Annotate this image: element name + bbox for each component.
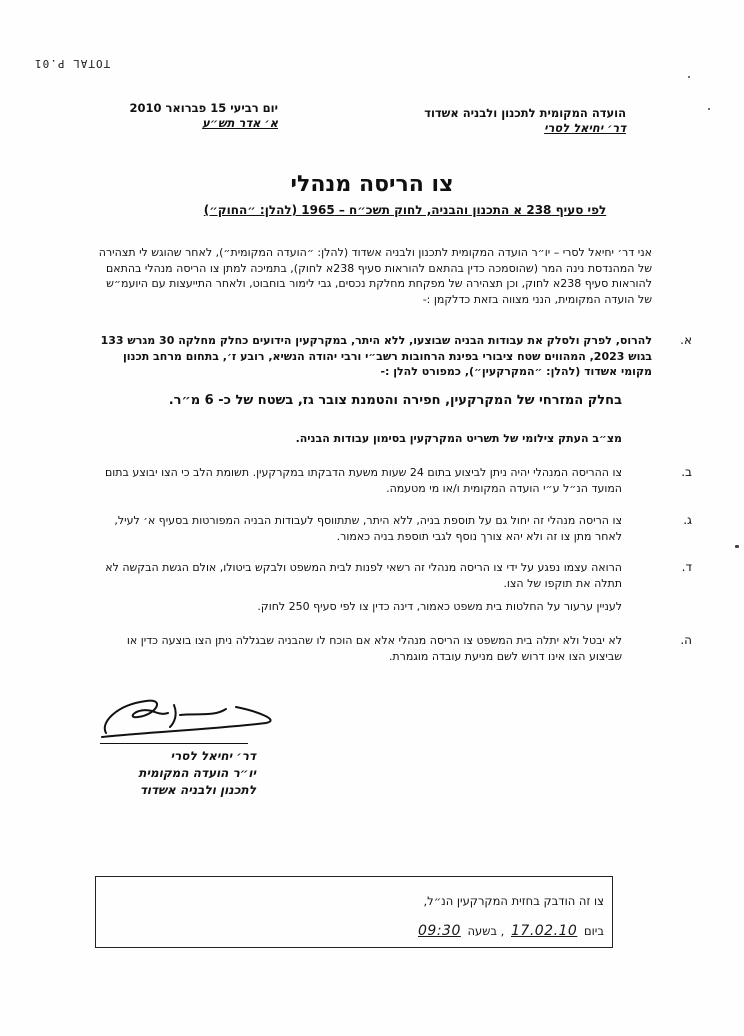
clause-text: הרואה עצמו נפגע על ידי צו הריסה מנהלי זה רשאי לפנות לבית המשפט ולבקש ביטולו, אולם הגשת הבקשה לא תתלה את תוקפו של הצו. xyxy=(105,561,622,590)
signatory-block xyxy=(116,748,256,799)
chairman-name: דר׳ יחיאל לסרי xyxy=(544,121,626,135)
clause-c xyxy=(52,513,692,547)
signature-line xyxy=(100,743,248,744)
document-subtitle: לפי סעיף 238 א התכנון והבניה, לחוק תשכ״ח – 1965 (להלן: ״החוק״) xyxy=(203,203,607,217)
posting-date-value: 17.02.10 xyxy=(511,923,578,939)
signatory-title: יו״ר הועדה המקומית xyxy=(138,766,256,780)
clause-letter: ג. xyxy=(683,513,692,527)
handwritten-signature-icon xyxy=(96,693,286,745)
date-hebrew: א׳ אדר תש״ע xyxy=(202,116,278,130)
time-label: , בשעה xyxy=(467,924,505,938)
scan-speck xyxy=(708,108,710,110)
letterhead-org xyxy=(366,106,626,136)
posting-time-value: 09:30 xyxy=(418,923,461,939)
clause-letter: ה. xyxy=(680,633,692,647)
signatory-title-2: לתכנון ולבניה אשדוד xyxy=(139,783,256,797)
works-description: בחלק המזרחי של המקרקעין, חפירה והטמנת צובר גז, בשטח של כ- 6 מ״ר. xyxy=(168,393,622,408)
intro-paragraph: אני דר׳ יחיאל לסרי – יו״ר הועדה המקומית לתכנון ולבניה אשדוד (להלן: ״הועדה המקומית״), לאחר שהוגש לי תצהירה של המהנדסת נינה המר (שהוסמכה כדין בהתאם להוראות סעיף 238א לחוק), בתמיכה למתן צו הריסה מנהלי בהתאם להוראות סעיף 238א לחוק, וכן תצהירה של מפקחת מחלקת נכסים, גבי לימור בוחבוט, ולאחר התייעצות עם היועמ״ש של הועדה המקומית, הנני מצווה בזאת כדלקמן :- xyxy=(98,246,652,306)
scan-speck xyxy=(688,76,690,78)
clause-text: לא יבטל ולא יתלה בית המשפט צו הריסה מנהלי אלא אם הוכח לו שהבניה שבגללה ניתן הצו בוצעה כדין או שביצוע הצו אינו דרוש לשם מניעת עובדה מוגמרת. xyxy=(126,634,622,663)
fax-header: TOTAL P.01 xyxy=(34,57,111,70)
posting-datetime xyxy=(415,923,604,939)
date-gregorian: יום רביעי 15 פברואר 2010 xyxy=(129,101,278,115)
clause-b xyxy=(52,465,692,499)
clause-d xyxy=(52,560,692,594)
scan-speck xyxy=(735,545,739,548)
signatory-name: דר׳ יחיאל לסרי xyxy=(170,749,256,763)
clause-letter: ב. xyxy=(681,465,692,479)
clause-a xyxy=(52,333,692,383)
clause-text: צו ההריסה המנהלי יהיה ניתן לביצוע בתום 24 שעות משעת הדבקתו במקרקעין. תשומת הלב כי הצו יבוצע בתום המועד הנ״ל ע״י הועדה המקומית ו/או מי מטעמה. xyxy=(104,466,622,495)
clause-text: להרוס, לפרק ולסלק את עבודות הבניה שבוצעו, ללא היתר, במקרקעין הידועים כחלק מחלקה 30 מגרש 133 בגוש 2023, המהווים שטח ציבורי בפינת הרחובות רשב״י ורבי יהודה הנשיא, רובע ז׳, בתחום מרחב תכנון מקומי אשדוד (להלן: ״המקרקעין״), כמפורט להלן :- xyxy=(100,334,652,378)
posting-statement: צו זה הודבק בחזית המקרקעין הנ״ל, xyxy=(423,894,604,908)
clause-e xyxy=(52,633,692,667)
clause-letter: ד. xyxy=(681,560,692,574)
enclosure-note: מצ״ב העתק צילומי של תשריט המקרקעין בסימון עבודות הבניה. xyxy=(295,432,622,445)
signature-area xyxy=(96,693,296,803)
posting-confirmation-box xyxy=(95,876,613,948)
day-label: ביום xyxy=(584,924,604,938)
clause-letter: א. xyxy=(680,333,692,347)
letterhead-date xyxy=(118,101,278,131)
org-name: הועדה המקומית לתכנון ולבניה אשדוד xyxy=(424,106,626,120)
clause-text: צו הריסה מנהלי זה יחול גם על תוספת בניה, ללא היתר, שתתווסף לעבודות הבניה המפורטות בסעיף א׳ לעיל, לאחר מתן צו זה ולא יהא צורך נוסף לגבי תוספת בניה כאמור. xyxy=(114,514,622,543)
document-title: צו הריסה מנהלי xyxy=(290,172,454,197)
appeal-note: לעניין ערעור על החלטות בית משפט כאמור, דינה כדין צו לפי סעיף 250 לחוק. xyxy=(257,600,622,613)
